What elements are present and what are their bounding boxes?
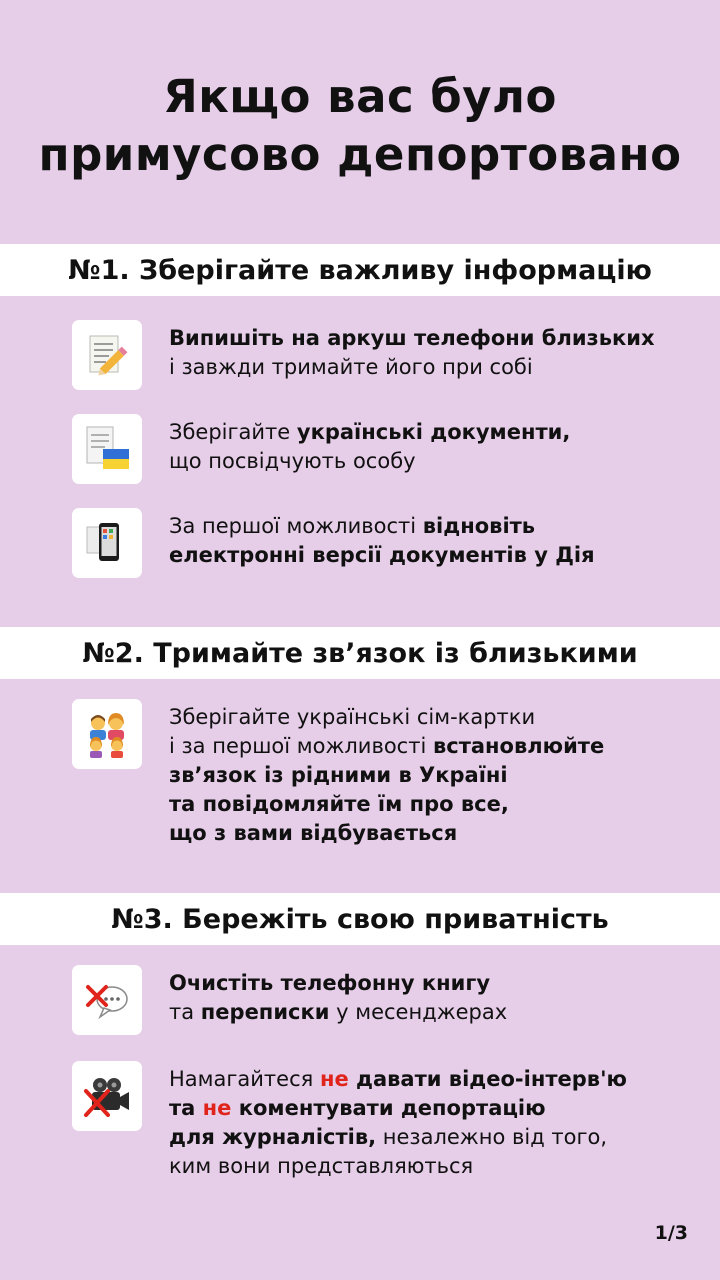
memo-icon	[72, 320, 142, 390]
item-text: Намагайтеся не давати відео-інтерв'ю та не коментувати депортацію для журналістів, незалежно від того, ким вони представляються	[169, 1067, 627, 1178]
title-line-2: примусово депортовано	[38, 128, 682, 181]
page-title	[0, 68, 720, 184]
section-heading-2: №2. Тримайте зв’язок із близькими	[0, 627, 720, 679]
item-text: Очистіть телефонну книгу та переписки у месенджерах	[169, 971, 508, 1024]
item-text: Зберігайте українські документи, що посвідчують особу	[169, 420, 571, 473]
item-text: За першої можливості відновіть електронні версії документів у Дія	[169, 514, 595, 567]
ukrainian-document-icon	[72, 414, 142, 484]
page-indicator: 1/3	[654, 1222, 688, 1244]
section-heading-1: №1. Зберігайте важливу інформацію	[0, 244, 720, 296]
item-text: Випишіть на аркуш телефони близьких і завжди тримайте його при собі	[169, 326, 655, 379]
crossed-speech-bubble-icon	[72, 965, 142, 1035]
family-icon	[72, 699, 142, 769]
title-line-1: Якщо вас було	[163, 70, 557, 123]
crossed-video-camera-icon	[72, 1061, 142, 1131]
mobile-phone-icon	[72, 508, 142, 578]
item-text: Зберігайте українські сім-картки і за першої можливості встановлюйте зв’язок із рідними в Україні та повідомляйте їм про все, що з вами відбувається	[169, 705, 605, 845]
section-heading-3: №3. Бережіть свою приватність	[0, 893, 720, 945]
